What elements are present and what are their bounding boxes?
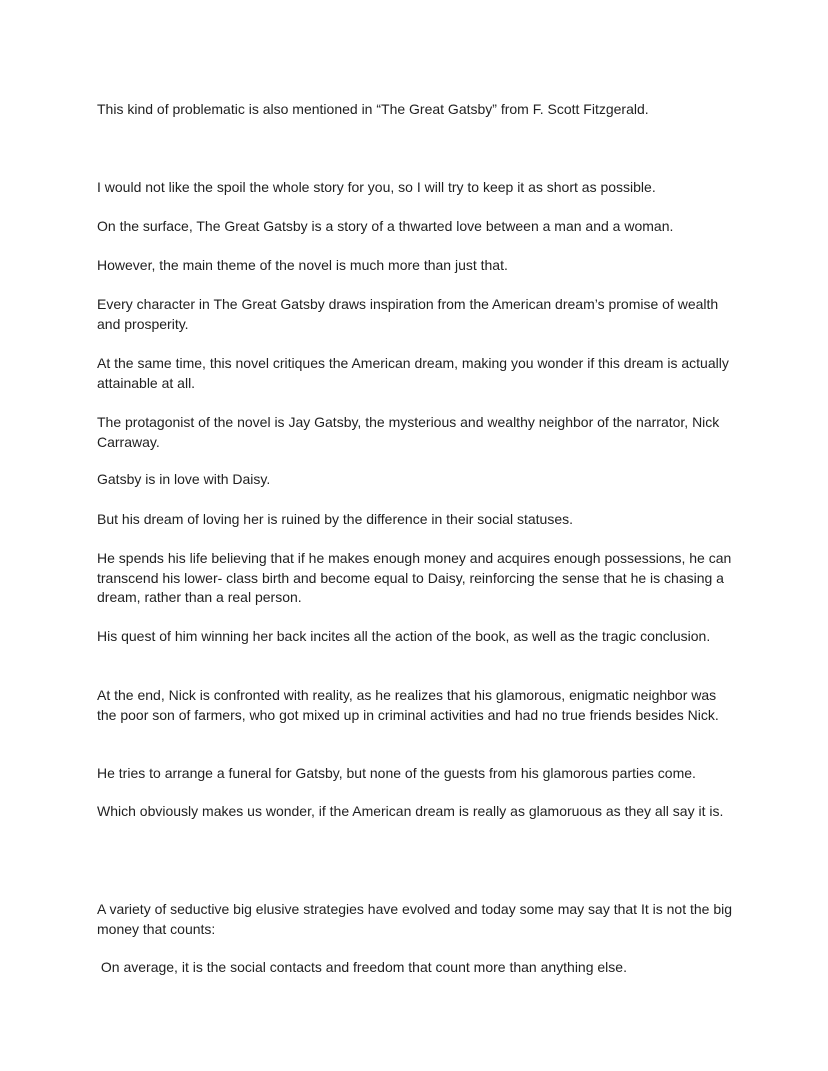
paragraph-strategies: A variety of seductive big elusive strategies have evolved and today some may say that It is not the big money that counts: — [97, 901, 733, 937]
paragraph-average: On average, it is the social contacts and freedom that count more than anything else. — [97, 959, 627, 975]
paragraph-quest: His quest of him winning her back incites all the action of the book, as well as the tragic conclusion. — [97, 628, 711, 644]
paragraph-critique: At the same time, this novel critiques the American dream, making you wonder if this dream is actually attainable at all. — [97, 355, 729, 391]
paragraph-dream-ruined: But his dream of loving her is ruined by the difference in their social statuses. — [97, 511, 573, 527]
paragraph-life: He spends his life believing that if he makes enough money and acquires enough possessions, he can transcend his lower- class birth and become equal to Daisy, reinforcing the sense that he is chasing a dream, rather than a real person. — [97, 550, 732, 605]
paragraph-reality: At the end, Nick is confronted with reality, as he realizes that his glamorous, enigmatic neighbor was the poor son of farmers, who got mixed up in criminal activities and had no true friends besides Nick. — [97, 687, 719, 723]
paragraph-main-theme: However, the main theme of the novel is much more than just that. — [97, 257, 508, 273]
paragraph-funeral: He tries to arrange a funeral for Gatsby, but none of the guests from his glamorous parties come. — [97, 765, 696, 781]
paragraph-spoiler: I would not like the spoil the whole story for you, so I will try to keep it as short as possible. — [97, 179, 656, 195]
paragraph-wonder: Which obviously makes us wonder, if the American dream is really as glamoruous as they all say it is. — [97, 803, 724, 819]
paragraph-surface: On the surface, The Great Gatsby is a story of a thwarted love between a man and a woman. — [97, 218, 674, 234]
paragraph-intro: This kind of problematic is also mentioned in “The Great Gatsby” from F. Scott Fitzgerald. — [97, 101, 649, 117]
paragraph-characters: Every character in The Great Gatsby draws inspiration from the American dream’s promise of wealth and prosperity. — [97, 296, 719, 332]
paragraph-love: Gatsby is in love with Daisy. — [97, 471, 271, 487]
paragraph-protagonist: The protagonist of the novel is Jay Gatsby, the mysterious and wealthy neighbor of the narrator, Nick Carraway. — [97, 414, 720, 450]
